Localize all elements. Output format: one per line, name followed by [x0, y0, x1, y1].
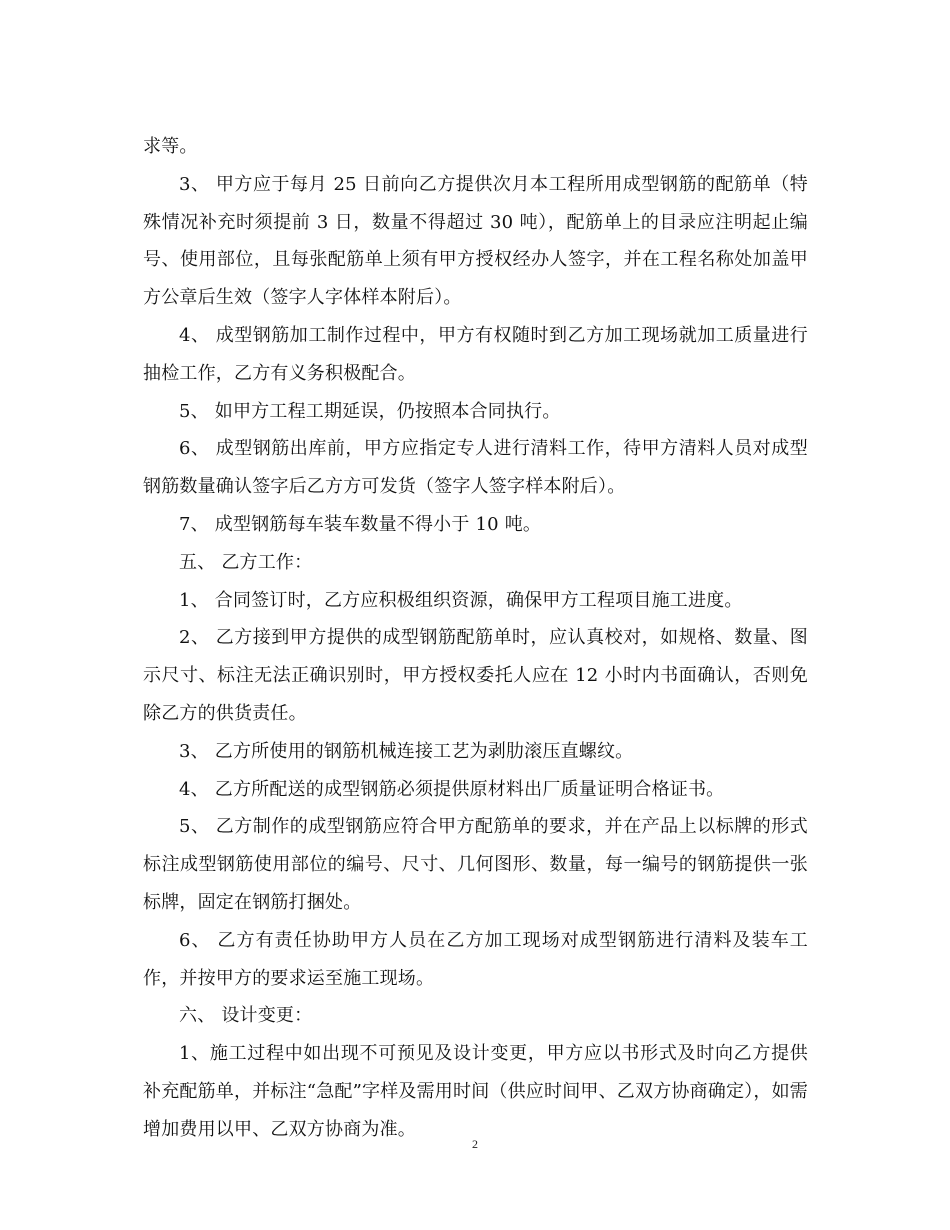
paragraph-design-change-1: 1、施工过程中如出现不可预见及设计变更，甲方应以书形式及时向乙方提供补充配筋单，并标注“急配”字样及需用时间（供应时间甲、乙双方协商确定），如需增加费用以甲、乙双方协商为准。	[143, 1043, 809, 1140]
paragraph-clause-yi-5: 5、 乙方制作的成型钢筋应符合甲方配筋单的要求，并在产品上以标牌的形式标注成型钢筋使用部位的编号、尺寸、几何图形、数量，每一编号的钢筋提供一张标牌，固定在钢筋打捆处。	[143, 816, 808, 913]
section-heading-design-change: 六、 设计变更：	[179, 1005, 313, 1027]
paragraph-clause-jia-4: 4、 成型钢筋加工制作过程中，甲方有权随时到乙方加工现场就加工质量进行抽检工作，乙方有义务积极配合。	[143, 324, 808, 384]
paragraph-clause-yi-3: 3、 乙方所使用的钢筋机械连接工艺为剥肋滚压直螺纹。	[179, 740, 634, 762]
section-heading-yi-work: 五、 乙方工作：	[179, 551, 313, 573]
paragraph-clause-yi-2: 2、 乙方接到甲方提供的成型钢筋配筋单时，应认真校对，如规格、数量、图示尺寸、标注无法正确识别时，甲方授权委托人应在 12 小时内书面确认，否则免除乙方的供货责任。	[143, 627, 808, 724]
paragraph-clause-jia-3: 3、 甲方应于每月 25 日前向乙方提供次月本工程所用成型钢筋的配筋单（特殊情况补充时须提前 3 日，数量不得超过 30 吨），配筋单上的目录应注明起止编号、使用部位，且每张配筋单上须有甲方授权经办人签字，并在工程名称处加盖甲方公章后生效（签字人字体样本附后）。	[143, 173, 808, 309]
paragraph-clause-yi-4: 4、 乙方所配送的成型钢筋必须提供原材料出厂质量证明合格证书。	[179, 778, 725, 800]
page-number: 2	[472, 1137, 478, 1151]
paragraph-clause-yi-1: 1、 合同签订时，乙方应积极组织资源，确保甲方工程项目施工进度。	[179, 589, 743, 611]
paragraph-continuation: 求等。	[143, 136, 198, 157]
document-body	[143, 128, 808, 1149]
paragraph-clause-jia-5: 5、 如甲方工程工期延误，仍按照本合同执行。	[179, 400, 561, 422]
paragraph-clause-jia-7: 7、 成型钢筋每车装车数量不得小于 10 吨。	[179, 513, 542, 535]
paragraph-clause-jia-6: 6、 成型钢筋出库前，甲方应指定专人进行清料工作，待甲方清料人员对成型钢筋数量确认签字后乙方方可发货（签字人签字样本附后）。	[143, 438, 808, 498]
paragraph-clause-yi-6: 6、 乙方有责任协助甲方人员在乙方加工现场对成型钢筋进行清料及装车工作，并按甲方的要求运至施工现场。	[143, 929, 808, 989]
